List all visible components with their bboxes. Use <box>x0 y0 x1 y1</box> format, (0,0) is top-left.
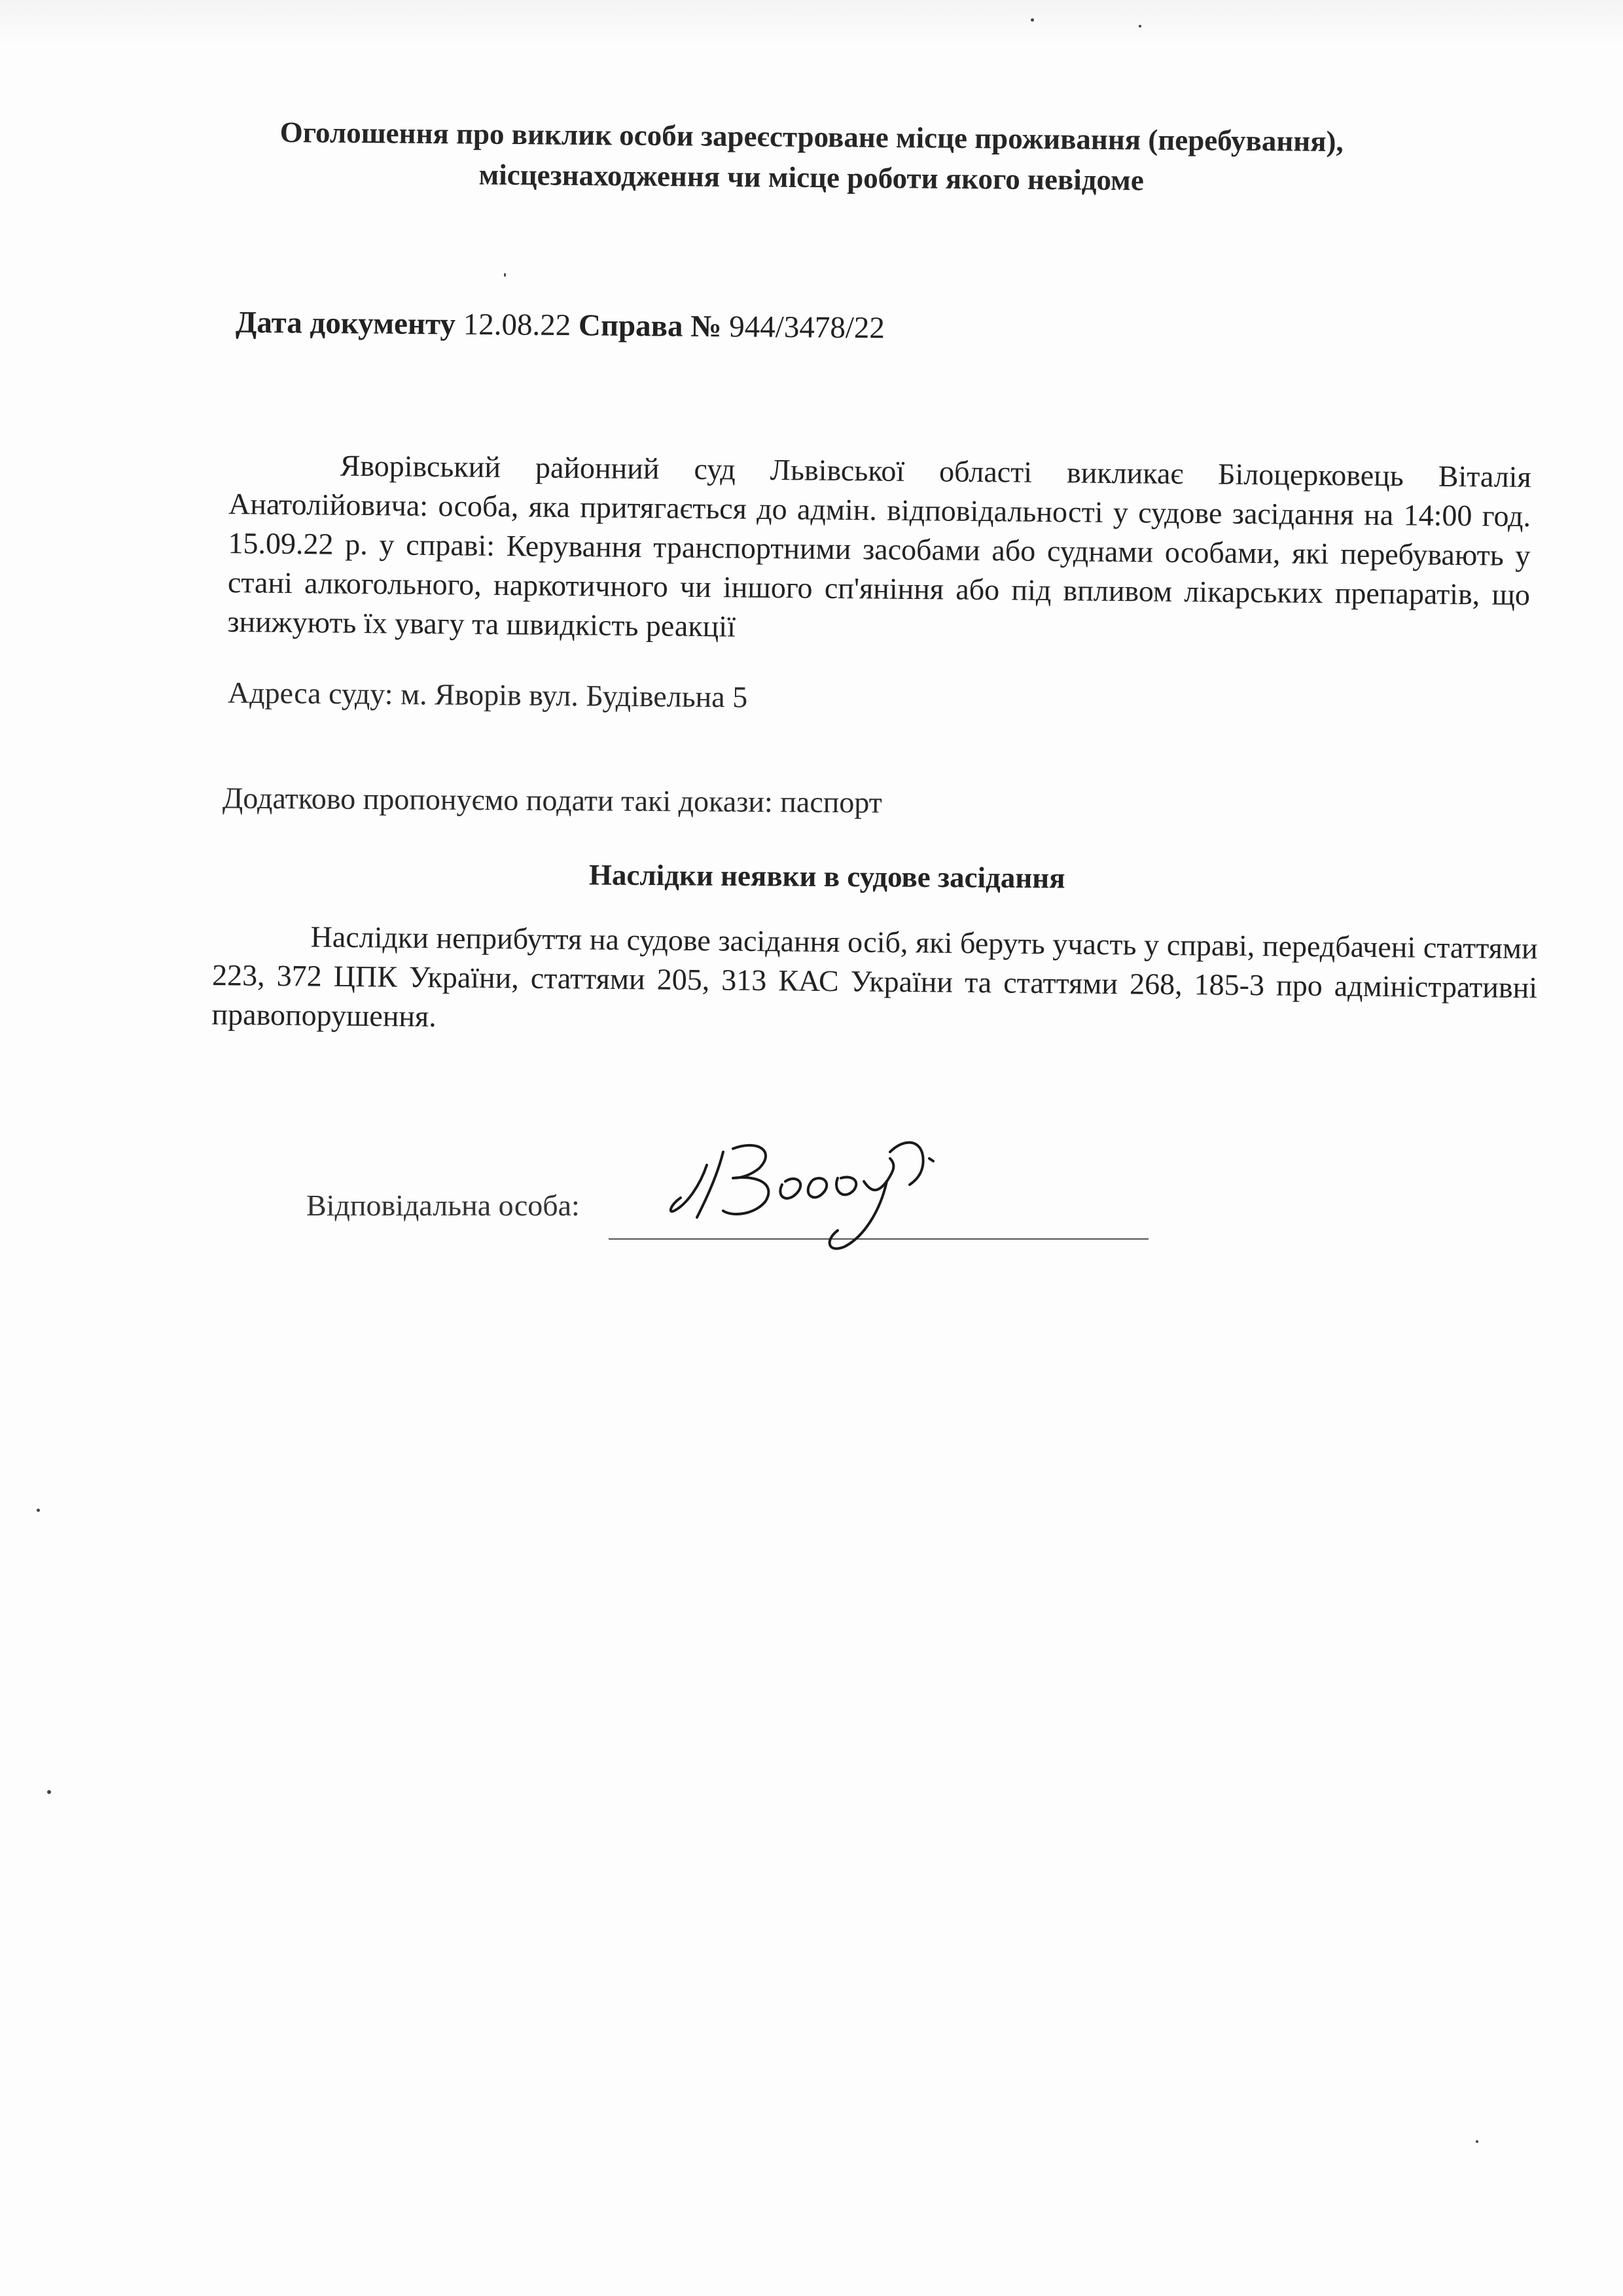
consequences-paragraph: Наслідки неприбуття на судове засідання осіб, які беруть участь у справі, передбачені статтями 223, 372 ЦПК України, статтями 205, 313 КАС України та статтями 268, 185-3 про адміністративні правопорушення. <box>211 920 1538 1033</box>
doc-date-value: 12.08.22 <box>463 307 571 343</box>
scan-speck <box>1139 25 1141 27</box>
scan-speck <box>1476 2140 1478 2143</box>
doc-date-label: Дата документу <box>235 305 456 342</box>
handwritten-signature <box>661 1113 962 1270</box>
responsible-person-label: Відповідальна особа: <box>306 1189 580 1222</box>
court-address: Адреса суду: м. Яворів вул. Будівельна 5 <box>227 675 748 714</box>
notice-title <box>235 111 1387 202</box>
case-label: Справа № <box>578 308 722 344</box>
scan-speck <box>504 273 506 277</box>
scan-speck <box>37 1509 40 1512</box>
document-meta-line <box>236 305 885 346</box>
evidence-request: Додатково пропонуємо подати такі докази: паспорт <box>222 781 883 819</box>
scan-edge-shadow <box>0 0 1623 46</box>
notice-title-line-1: Оголошення про виклик особи зареєстроване місце проживання (перебування), <box>279 115 1344 158</box>
summons-paragraph: Яворівський районний суд Львівської області викликає Білоцерковець Віталія Анатолійовича: особа, яка притягається до адмін. відповідальності у судове засідання на 14:00 год. 15.09.22 р. у справі: Керування транспортними засобами або суднами особами, які перебувають у стані алкогольного, наркотичного чи іншого сп'яніння або під впливом лікарських препаратів, що знижують їх увагу та швидкість реакції <box>227 448 1531 643</box>
notice-title-line-2: місцезнаходження чи місце роботи якого невідоме <box>478 158 1145 197</box>
case-value: 944/3478/22 <box>729 310 885 346</box>
scan-speck <box>1031 18 1034 22</box>
scan-speck <box>47 1790 51 1794</box>
consequences-heading: Наслідки неявки в судове засідання <box>588 858 1065 895</box>
